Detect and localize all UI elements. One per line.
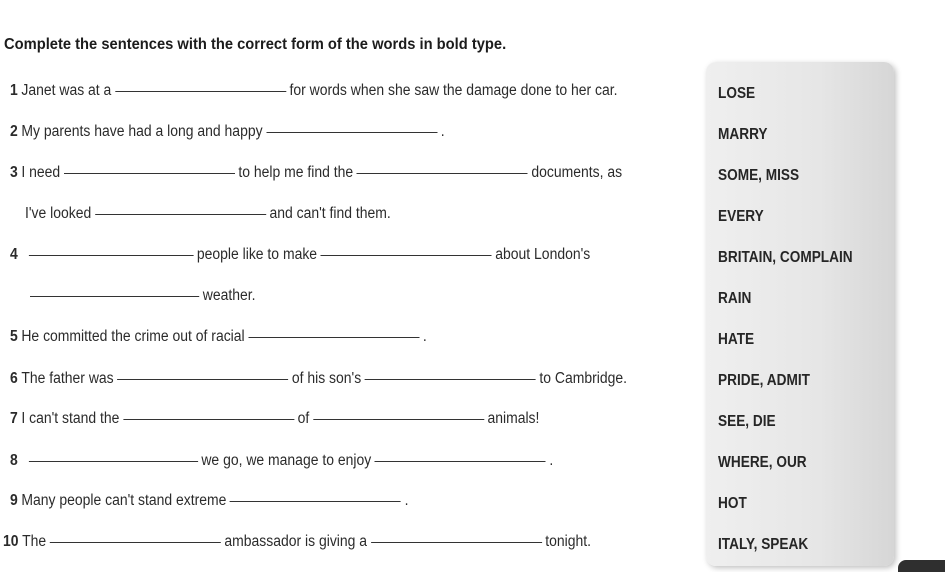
sentence-text: . — [404, 492, 409, 509]
sentence-text: to help me find the — [238, 164, 354, 181]
sentence-text: . — [422, 328, 427, 345]
sentence-text: documents, as — [531, 164, 623, 181]
sentence-text: Many people can't stand extreme — [21, 492, 227, 509]
sentence-text: tonight. — [545, 533, 592, 550]
answer-blank[interactable] — [375, 461, 546, 462]
sentence-number: 7 — [10, 410, 18, 427]
sentence-text: people like to make — [196, 246, 318, 263]
sentence-4 — [10, 244, 590, 266]
word-britain-complain: BRITAIN, COMPLAIN — [718, 249, 853, 266]
sentence-number: 1 — [10, 82, 18, 99]
sentence-text: weather. — [202, 287, 256, 304]
answer-blank[interactable] — [313, 419, 484, 420]
sentence-text: I can't stand the — [21, 410, 120, 427]
sentence-2 — [10, 121, 445, 143]
sentence-4-continued — [30, 285, 256, 307]
answer-blank[interactable] — [357, 173, 528, 174]
word-hot: HOT — [718, 495, 747, 512]
word-lose: LOSE — [718, 85, 756, 102]
answer-blank[interactable] — [321, 255, 492, 256]
sentence-text: . — [440, 123, 445, 140]
sentence-number: 4 — [10, 246, 18, 263]
sentence-number: 10 — [3, 533, 19, 550]
sentence-number: 3 — [10, 164, 18, 181]
sentence-text: of — [297, 410, 310, 427]
answer-blank[interactable] — [95, 214, 266, 215]
sentence-text: I've looked — [25, 205, 92, 222]
top-strip — [0, 0, 945, 20]
word-hate: HATE — [718, 331, 755, 348]
answer-blank[interactable] — [29, 255, 194, 256]
word-pride-admit: PRIDE, ADMIT — [718, 372, 810, 389]
sentence-10 — [3, 531, 591, 553]
answer-blank[interactable] — [266, 132, 437, 133]
word-every: EVERY — [718, 208, 764, 225]
sentence-3 — [10, 162, 622, 184]
answer-blank[interactable] — [371, 542, 542, 543]
sentence-8 — [10, 450, 553, 472]
sentence-number: 8 — [10, 452, 18, 469]
sentence-7 — [10, 408, 539, 430]
sentence-number: 6 — [10, 370, 18, 387]
sentence-text: . — [549, 452, 554, 469]
sentence-number: 2 — [10, 123, 18, 140]
word-see-die: SEE, DIE — [718, 413, 776, 430]
sentence-text: for words when she saw the damage done to her car. — [289, 82, 618, 99]
sentence-text: we go, we manage to enjoy — [201, 452, 372, 469]
sentence-text: animals! — [487, 410, 540, 427]
sentence-text: about London's — [495, 246, 591, 263]
answer-blank[interactable] — [50, 542, 221, 543]
answer-blank[interactable] — [365, 379, 536, 380]
sentence-text: He committed the crime out of racial — [21, 328, 245, 345]
answer-blank[interactable] — [117, 379, 288, 380]
sentence-text: My parents have had a long and happy — [21, 123, 263, 140]
word-where-our: WHERE, OUR — [718, 454, 807, 471]
sentence-text: of his son's — [291, 370, 362, 387]
page-number-tab — [898, 560, 945, 572]
answer-blank[interactable] — [123, 419, 294, 420]
word-rain: RAIN — [718, 290, 752, 307]
sentence-3-continued — [25, 203, 391, 225]
answer-blank[interactable] — [248, 337, 419, 338]
answer-blank[interactable] — [29, 461, 198, 462]
exercise-instruction: Complete the sentences with the correct form of the words in bold type. — [4, 36, 507, 53]
sentence-number: 9 — [10, 492, 18, 509]
sentence-text: ambassador is giving a — [224, 533, 368, 550]
sentence-text: Janet was at a — [21, 82, 112, 99]
word-some-miss: SOME, MISS — [718, 167, 800, 184]
word-italy-speak: ITALY, SPEAK — [718, 536, 809, 553]
sentence-text: to Cambridge. — [539, 370, 628, 387]
sentence-number: 5 — [10, 328, 18, 345]
sentence-text: I need — [21, 164, 61, 181]
word-marry: MARRY — [718, 126, 768, 143]
answer-blank[interactable] — [30, 296, 199, 297]
answer-blank[interactable] — [64, 173, 235, 174]
sentence-1 — [10, 80, 618, 102]
answer-blank[interactable] — [115, 91, 286, 92]
sentence-9 — [10, 490, 409, 512]
answer-blank[interactable] — [230, 501, 401, 502]
sentence-text: The — [22, 533, 47, 550]
sentence-5 — [10, 326, 427, 348]
sentence-text: and can't find them. — [269, 205, 391, 222]
sentence-6 — [10, 368, 627, 390]
sentence-text: The father was — [21, 370, 114, 387]
